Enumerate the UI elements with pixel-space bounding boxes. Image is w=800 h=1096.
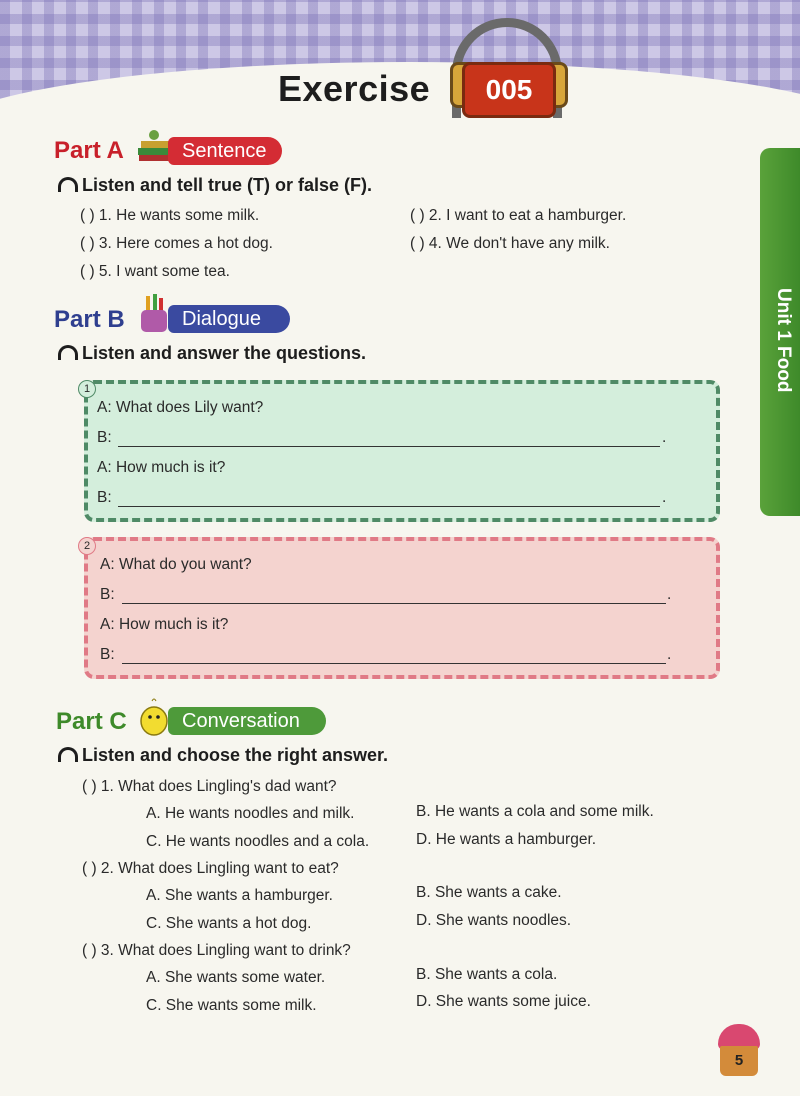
headphone-small-icon — [58, 345, 78, 360]
dialogue-number-1: 1 — [78, 380, 96, 398]
unit-side-tab-label: Unit 1 Food — [773, 288, 794, 393]
headphone-small-icon — [58, 177, 78, 192]
page-title: Exercise — [278, 68, 431, 109]
dialogue2-b1-label: B: — [100, 586, 115, 603]
part-a-instruction — [58, 175, 372, 196]
dialogue-tag: Dialogue — [168, 305, 290, 333]
part-c-q1-option-d[interactable]: D. He wants a hamburger. — [416, 831, 597, 848]
part-b-instruction — [58, 343, 366, 364]
exercise-number: 005 — [462, 62, 556, 118]
dialogue1-b1-label: B: — [97, 429, 112, 446]
dialogue1-q2: A: How much is it? — [97, 459, 226, 476]
part-c-q1-option-b[interactable]: B. He wants a cola and some milk. — [416, 803, 654, 820]
part-a-item-2: ( ) 2. I want to eat a hamburger. — [410, 207, 627, 224]
part-a-label: Part A — [54, 137, 124, 164]
dialogue2-q2: A: How much is it? — [100, 616, 229, 633]
part-b-label: Part B — [54, 306, 125, 333]
answer-line[interactable] — [122, 663, 666, 664]
sentence-tag: Sentence — [168, 137, 282, 165]
part-c-q2-option-c[interactable]: C. She wants a hot dog. — [146, 915, 312, 932]
part-a-item-1: ( ) 1. He wants some milk. — [80, 207, 260, 224]
part-c-label: Part C — [56, 708, 127, 735]
part-c-q3-option-b[interactable]: B. She wants a cola. — [416, 966, 558, 983]
page-number: 5 — [720, 1046, 758, 1076]
part-c-instruction — [58, 745, 388, 766]
part-b-instruction-text: Listen and answer the questions. — [82, 343, 367, 363]
part-c-q2-option-a[interactable]: A. She wants a hamburger. — [146, 887, 333, 904]
dialogue1-q1: A: What does Lily want? — [97, 399, 264, 416]
dialogue2-b2-label: B: — [100, 646, 115, 663]
dialogue2-b1-end: . — [667, 586, 672, 603]
answer-line[interactable] — [118, 506, 660, 507]
dialogue2-b2-end: . — [667, 646, 672, 663]
answer-line[interactable] — [118, 446, 660, 447]
part-a-item-4: ( ) 4. We don't have any milk. — [410, 235, 610, 252]
part-c-q1-option-c[interactable]: C. He wants noodles and a cola. — [146, 833, 370, 850]
part-c-q1-option-a[interactable]: A. He wants noodles and milk. — [146, 805, 355, 822]
part-c-question-2: ( ) 2. What does Lingling want to eat? — [82, 860, 339, 877]
cup-icon — [137, 294, 171, 334]
books-icon — [136, 128, 172, 162]
part-c-q2-option-d[interactable]: D. She wants noodles. — [416, 912, 572, 929]
dialogue1-b2-end: . — [662, 489, 667, 506]
dialogue2-q1: A: What do you want? — [100, 556, 252, 573]
dialogue1-b2-label: B: — [97, 489, 112, 506]
conversation-tag: Conversation — [168, 707, 326, 735]
part-c-q3-option-d[interactable]: D. She wants some juice. — [416, 993, 591, 1010]
dialogue-number-2: 2 — [78, 537, 96, 555]
part-a-item-3: ( ) 3. Here comes a hot dog. — [80, 235, 273, 252]
part-a-instruction-text: Listen and tell true (T) or false (F). — [82, 175, 373, 195]
part-c-q2-option-b[interactable]: B. She wants a cake. — [416, 884, 562, 901]
part-c-instruction-text: Listen and choose the right answer. — [82, 745, 389, 765]
answer-line[interactable] — [122, 603, 666, 604]
unit-side-tab — [760, 148, 800, 516]
part-c-question-3: ( ) 3. What does Lingling want to drink? — [82, 942, 351, 959]
part-a-item-5: ( ) 5. I want some tea. — [80, 263, 230, 280]
chick-icon — [138, 697, 170, 737]
part-c-q3-option-c[interactable]: C. She wants some milk. — [146, 997, 317, 1014]
headphone-small-icon — [58, 747, 78, 762]
part-c-question-1: ( ) 1. What does Lingling's dad want? — [82, 778, 337, 795]
dialogue1-b1-end: . — [662, 429, 667, 446]
part-c-q3-option-a[interactable]: A. She wants some water. — [146, 969, 326, 986]
